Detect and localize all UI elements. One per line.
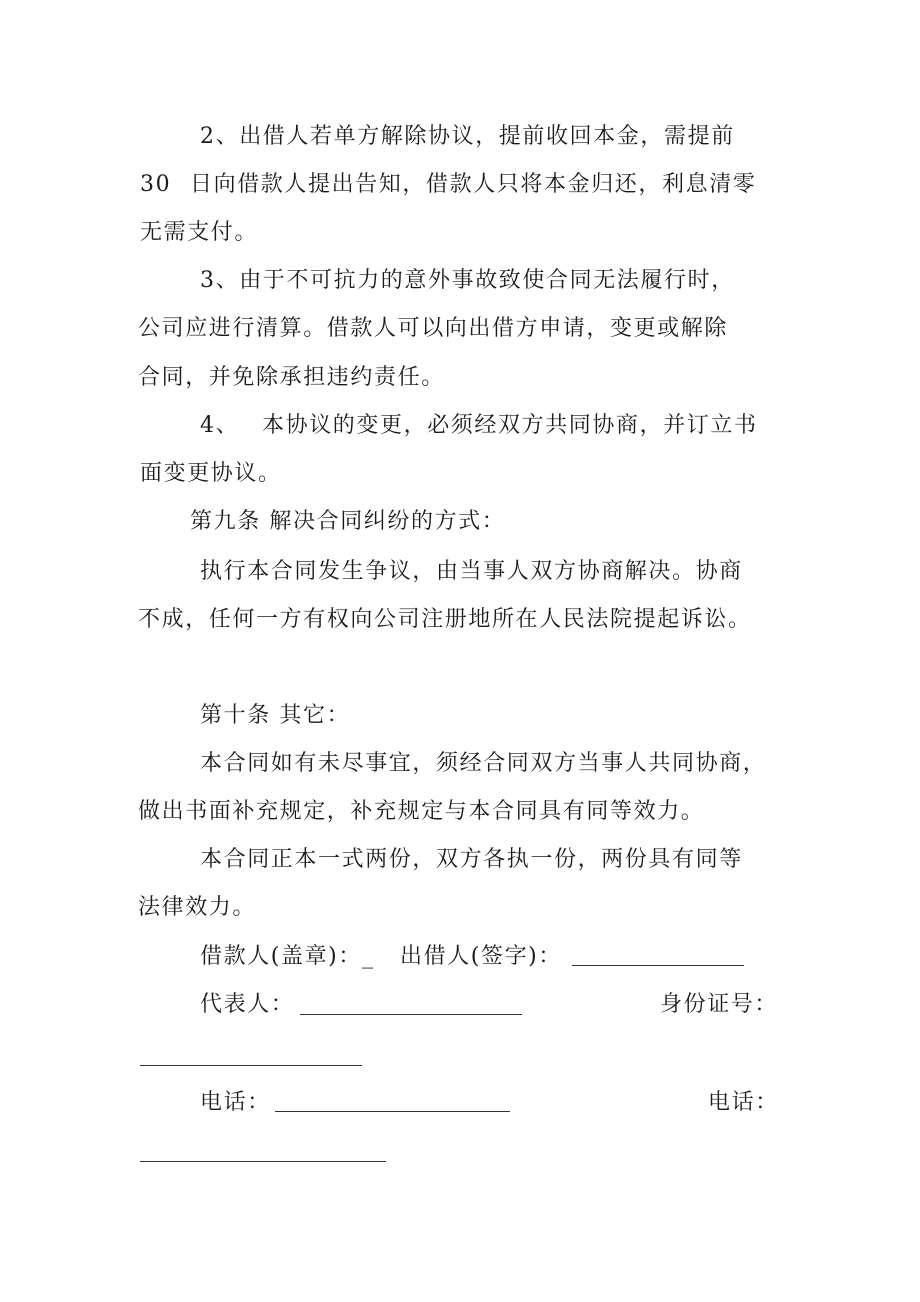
borrower-seal-label: 借款人(盖章)：_ <box>200 944 375 969</box>
representative-blank[interactable] <box>300 1014 522 1015</box>
clause-4-line-2: 面变更协议。 <box>140 461 282 486</box>
clause-4-number: 4、 <box>200 413 240 438</box>
phone-label-left: 电话： <box>200 1090 271 1115</box>
article-9-line-1: 执行本合同发生争议，由当事人双方协商解决。协商 <box>200 559 743 584</box>
article-10-line-1: 本合同如有未尽事宜，须经合同双方当事人共同协商， <box>200 751 767 776</box>
id-number-label: 身份证号： <box>660 992 779 1017</box>
clause-3-line-3: 合同，并免除承担违约责任。 <box>138 365 445 390</box>
representative-label: 代表人： <box>200 992 295 1017</box>
clause-2-line-2: 日向借款人提出告知，借款人只将本金归还，利息清零 <box>190 172 757 197</box>
article-10-heading: 第十条 其它： <box>200 703 351 728</box>
clause-2-line-3: 无需支付。 <box>140 220 259 245</box>
id-number-blank[interactable] <box>140 1065 362 1066</box>
article-10-line-4: 法律效力。 <box>138 895 257 920</box>
phone-label-right: 电话： <box>708 1090 779 1115</box>
article-10-line-3: 本合同正本一式两份，双方各执一份，两份具有同等 <box>200 847 743 872</box>
phone-blank-right[interactable] <box>140 1161 386 1162</box>
clause-3-line-1: 3、由于不可抗力的意外事故致使合同无法履行时， <box>200 268 735 293</box>
lender-sign-blank[interactable] <box>572 965 744 966</box>
article-10-line-2: 做出书面补充规定，补充规定与本合同具有同等效力。 <box>138 799 705 824</box>
lender-sign-label: 出借人(签字)： <box>400 944 562 969</box>
article-9-heading: 第九条 解决合同纠纷的方式： <box>190 509 506 534</box>
clause-2-number-30: 30 <box>140 172 172 197</box>
phone-blank-left[interactable] <box>275 1111 510 1112</box>
clause-3-line-2: 公司应进行清算。借款人可以向出借方申请，变更或解除 <box>138 316 729 341</box>
clause-2-line-1: 2、出借人若单方解除协议，提前收回本金，需提前 <box>200 124 735 149</box>
clause-4-line-1: 本协议的变更，必须经双方共同协商，并订立书 <box>262 413 758 438</box>
article-9-line-2: 不成，任何一方有权向公司注册地所在人民法院提起诉讼。 <box>138 607 752 632</box>
